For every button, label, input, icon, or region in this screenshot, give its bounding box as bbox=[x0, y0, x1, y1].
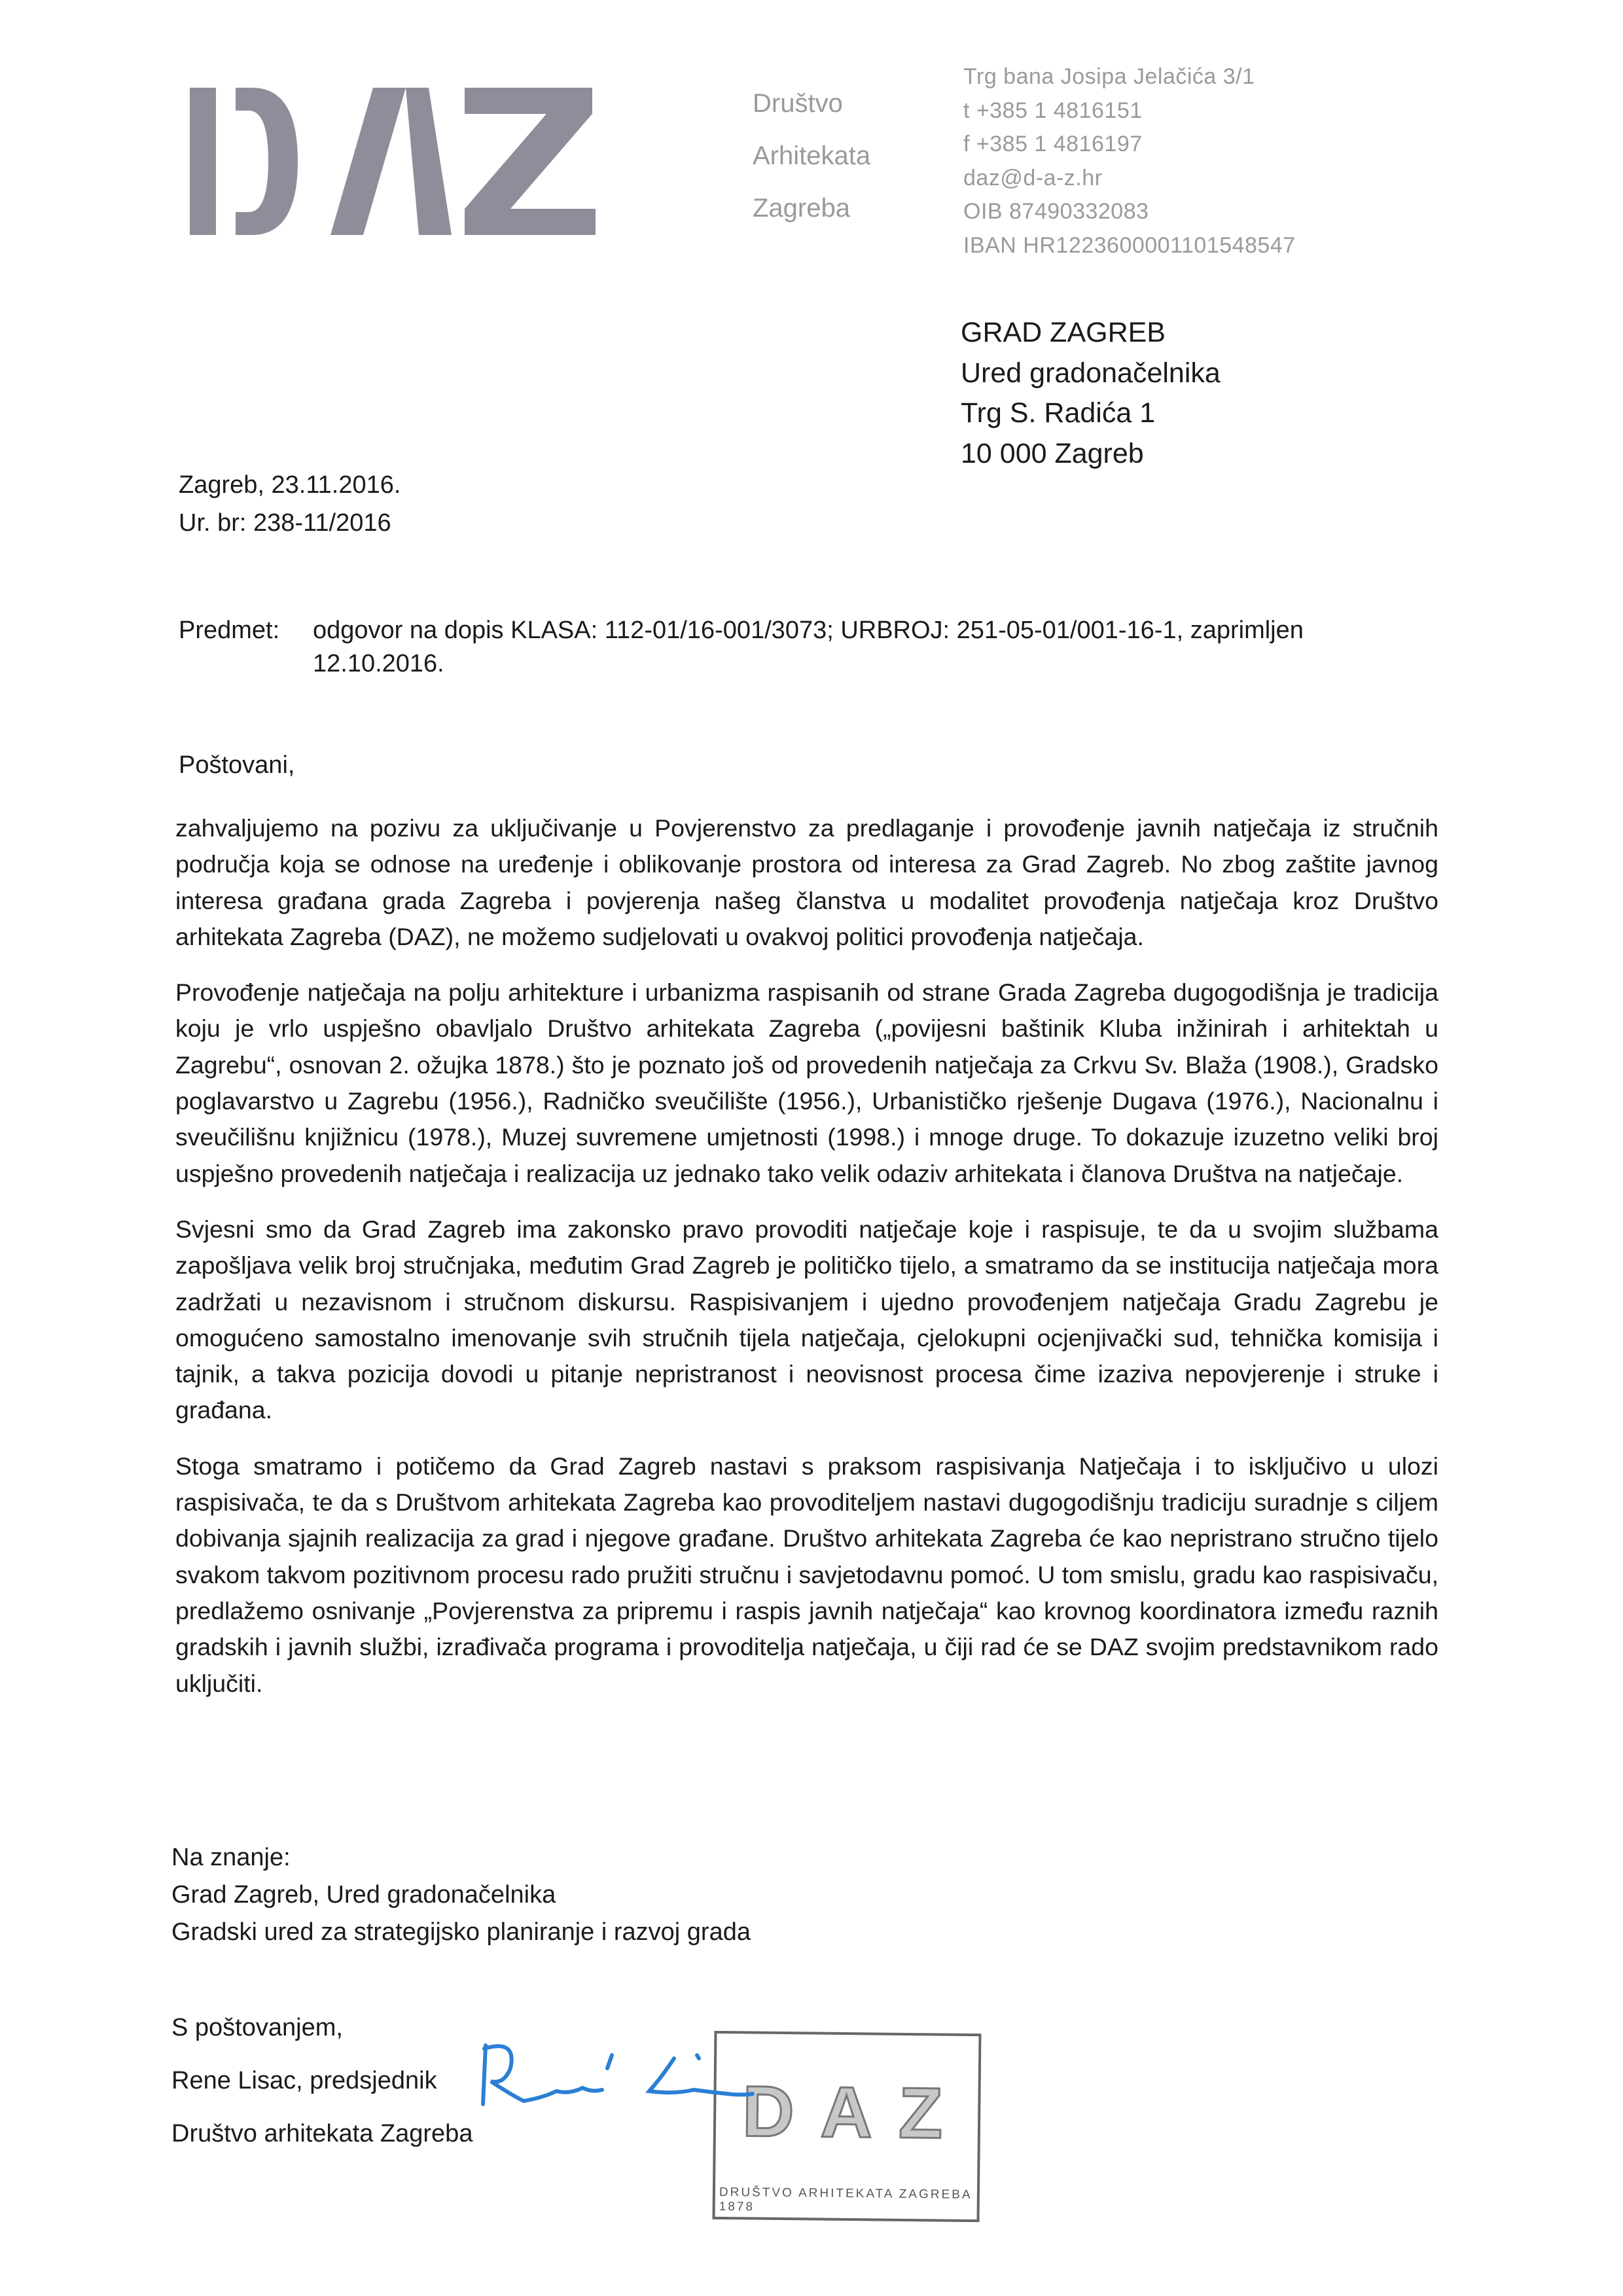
subject-line bbox=[179, 614, 1442, 681]
paragraph: Stoga smatramo i potičemo da Grad Zagreb nastavi s praksom raspisivanja Natječaja i to isključivo u ulozi raspisivača, te da s Društvom arhitekata Zagreba kao provoditeljem nastavi dugogodišnju tradiciju suradnje s ciljem dobivanja sjajnih realizacija za grad i njegove građane. Društvo arhitekata Zagreba će kao nepristrano stručno tijelo svakom takvom pozitivnom procesu rado pružiti stručnu i savjetodavnu pomoć. U tom smislu, gradu kao raspisivaču, predlažemo osnivanje „Povjerenstva za pripremu i raspis javnih natječaja“ kao krovnog koordinatora između raznih gradskih i javnih službi, izrađivača programa i provoditelja natječaja, u čiji rad će se DAZ svojim predstavnikom rado uključiti. bbox=[175, 1452, 1438, 1697]
org-line: Zagreba bbox=[753, 194, 850, 223]
org-line: Društvo bbox=[753, 89, 843, 118]
closing-salutation: S poštovanjem, bbox=[171, 2014, 343, 2041]
fax: f +385 1 4816197 bbox=[963, 132, 1143, 156]
paragraph: Svjesni smo da Grad Zagreb ima zakonsko pravo provoditi natječaje koje i raspisuje, te da u svojim službama zapošljava velik broj stručnjaka, međutim Grad Zagreb je političko tijelo, a smatramo da se institucija natječaja mora zadržati u nezavisnom i stručnom diskursu. Raspisivanjem i ujedno provođenjem natječaja Gradu Zagrebu je omogućeno samostalno imenovanje svih stručnih tijela natječaja, cjelokupni ocjenjivački sud, tehnička komisija i tajnik, a takva pozicija dovodi u pitanje nepristranost i neovisnost procesa čime izaziva nepovjerenje i struke i građana. bbox=[175, 1215, 1438, 1424]
address: Trg bana Josipa Jelačića 3/1 bbox=[963, 64, 1255, 89]
phone: t +385 1 4816151 bbox=[963, 98, 1143, 123]
closing-block bbox=[171, 2001, 473, 2161]
recipient-line: 10 000 Zagreb bbox=[961, 437, 1144, 469]
org-name bbox=[753, 77, 870, 234]
cc-label: Na znanje: bbox=[171, 1844, 291, 1871]
letter-body bbox=[175, 810, 1438, 1721]
stamp-caption: DRUŠTVO ARHITEKATA ZAGREBA 1878 bbox=[719, 2185, 972, 2214]
signature bbox=[478, 2032, 805, 2117]
paragraph: zahvaljujemo na pozivu za uključivanje u Povjerenstvo za predlaganje i provođenje javnih natječaja iz stručnih područja koja se odnose na uređenje i oblikovanje prostora od interesa za Grad Zagreb. No zbog zaštite javnog interesa građana grada Zagreba i povjerenja našeg članstva u modalitet provođenja natječaja kroz Društvo arhitekata Zagreba (DAZ), ne možemo sudjelovati u ovakvoj politici provođenja natječaja. bbox=[175, 814, 1438, 950]
stamp-logo: DAZ bbox=[741, 2071, 969, 2154]
recipient-block bbox=[961, 313, 1221, 474]
cc-line: Grad Zagreb, Ured gradonačelnika bbox=[171, 1881, 556, 1909]
iban: IBAN HR1223600001101548547 bbox=[963, 232, 1296, 258]
cc-block bbox=[171, 1839, 751, 1951]
signatory-org: Društvo arhitekata Zagreba bbox=[171, 2120, 473, 2147]
date-block bbox=[179, 466, 401, 542]
reference-number: Ur. br: 238-11/2016 bbox=[179, 509, 391, 537]
email: daz@d-a-z.hr bbox=[963, 165, 1103, 190]
recipient-line: GRAD ZAGREB bbox=[961, 317, 1166, 348]
contact-block bbox=[963, 60, 1296, 262]
recipient-line: Trg S. Radića 1 bbox=[961, 397, 1156, 429]
daz-logo bbox=[190, 88, 596, 235]
cc-line: Gradski ured za strategijsko planiranje i razvoj grada bbox=[171, 1918, 751, 1946]
date-line: Zagreb, 23.11.2016. bbox=[179, 471, 401, 499]
signatory-name: Rene Lisac, predsjednik bbox=[171, 2067, 437, 2094]
paragraph: Provođenje natječaja na polju arhitekture i urbanizma raspisanih od strane Grada Zagreba dugogodišnja je tradicija koju je vrlo uspješno obavljalo Društvo arhitekata Zagreba („povijesni baštinik Kluba inžinirah i arhitektah u Zagrebu“, osnovan 2. ožujka 1878.) što je poznato još od provedenih natječaja za Crkvu Sv. Blaža (1908.), Gradsko poglavarstvo u Zagrebu (1956.), Radničko sveučilište (1956.), Urbanističko rješenje Dugava (1976.), Nacionalnu i sveučilišnu knjižnicu (1978.), Muzej suvremene umjetnosti (1998.) i mnoge druge. To dokazuje izuzetno veliki broj uspješno provedenih natječaja i realizacija uz jednako tako velik odaziv arhitekata i članova Društva na natječaje. bbox=[175, 978, 1438, 1187]
subject-text: odgovor na dopis KLASA: 112-01/16-001/3073; URBROJ: 251-05-01/001-16-1, zaprimljen 12.10.2016. bbox=[313, 617, 1304, 677]
org-line: Arhitekata bbox=[753, 141, 871, 170]
recipient-line: Ured gradonačelnika bbox=[961, 357, 1221, 389]
oib: OIB 87490332083 bbox=[963, 199, 1149, 224]
subject-label: Predmet: bbox=[179, 617, 280, 644]
greeting: Poštovani, bbox=[179, 751, 295, 779]
